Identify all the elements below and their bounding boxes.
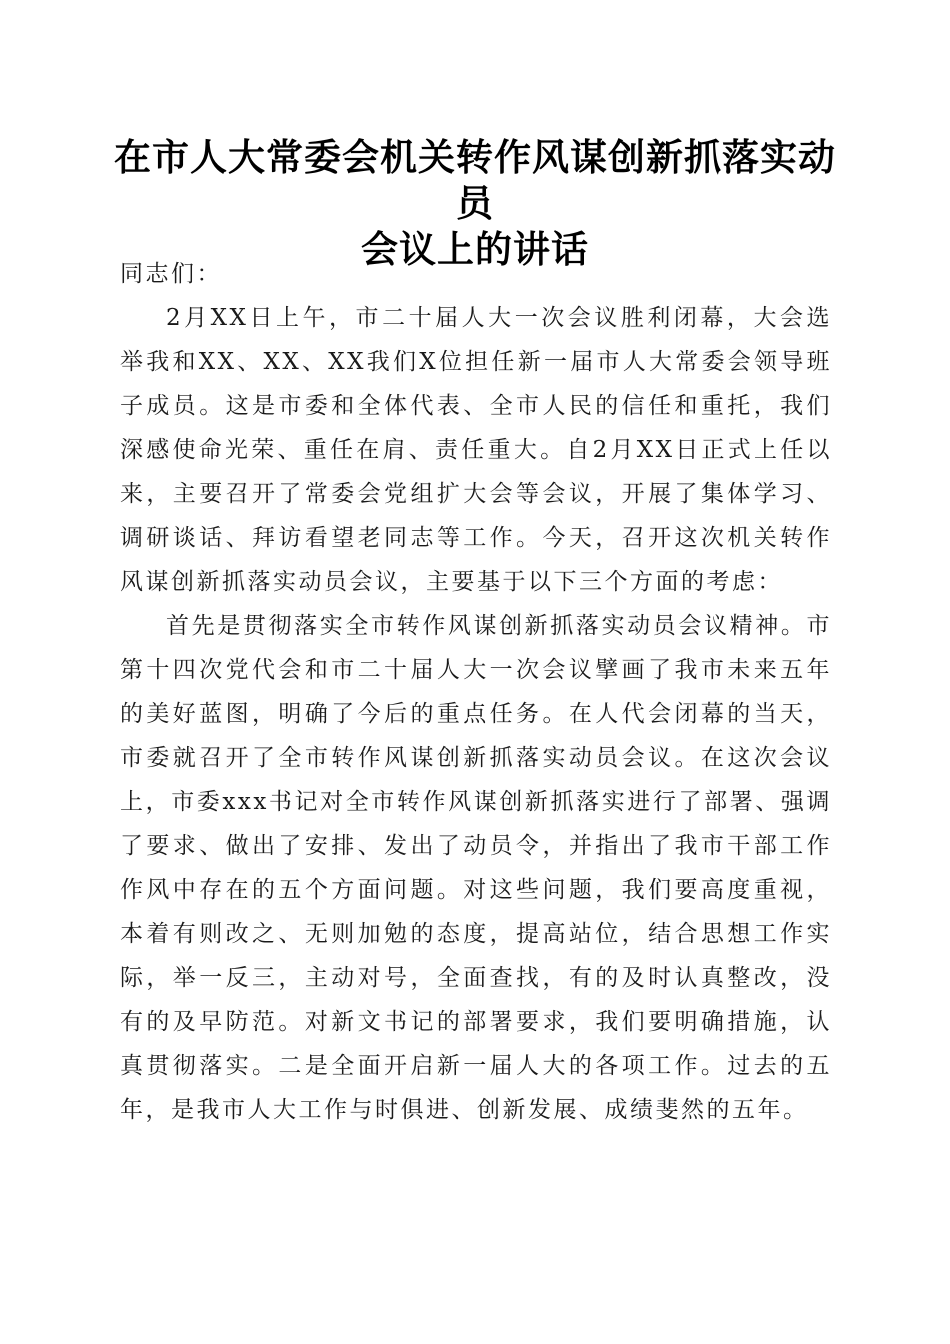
salutation: 同志们： (120, 261, 222, 287)
paragraph: 2月XX日上午，市二十届人大一次会议胜利闭幕，大会选举我和XX、XX、XX我们X位担任新一届市人大常委会领导班子成员。这是市委和全体代表、全市人民的信任和重托，我们深感使命光荣、重任在肩、责任重大。自2月XX日正式上任以来，主要召开了常委会党组扩大会等会议，开展了集体学习、调研谈话、拜访看望老同志等工作。今天，召开这次机关转作风谋创新抓落实动员会议，主要基于以下三个方面的考虑： (120, 305, 832, 595)
title-line-2: 会议上的讲话 (361, 227, 589, 271)
document-body (120, 252, 832, 1132)
title-line-1: 在市人大常委会机关转作风谋创新抓落实动员 (114, 135, 836, 225)
paragraph: 首先是贯彻落实全市转作风谋创新抓落实动员会议精神。市第十四次党代会和市二十届人大一次会议擘画了我市未来五年的美好蓝图，明确了今后的重点任务。在人代会闭幕的当天，市委就召开了全市转作风谋创新抓落实动员会议。在这次会议上，市委xxx书记对全市转作风谋创新抓落实进行了部署、强调了要求、做出了安排、发出了动员令，并指出了我市干部工作作风中存在的五个方面问题。对这些问题，我们要高度重视，本着有则改之、无则加勉的态度，提高站位，结合思想工作实际，举一反三，主动对号，全面查找，有的及时认真整改，没有的及早防范。对新文书记的部署要求，我们要明确措施，认真贯彻落实。二是全面开启新一届人大的各项工作。过去的五年，是我市人大工作与时俱进、创新发展、成绩斐然的五年。 (120, 613, 832, 1123)
